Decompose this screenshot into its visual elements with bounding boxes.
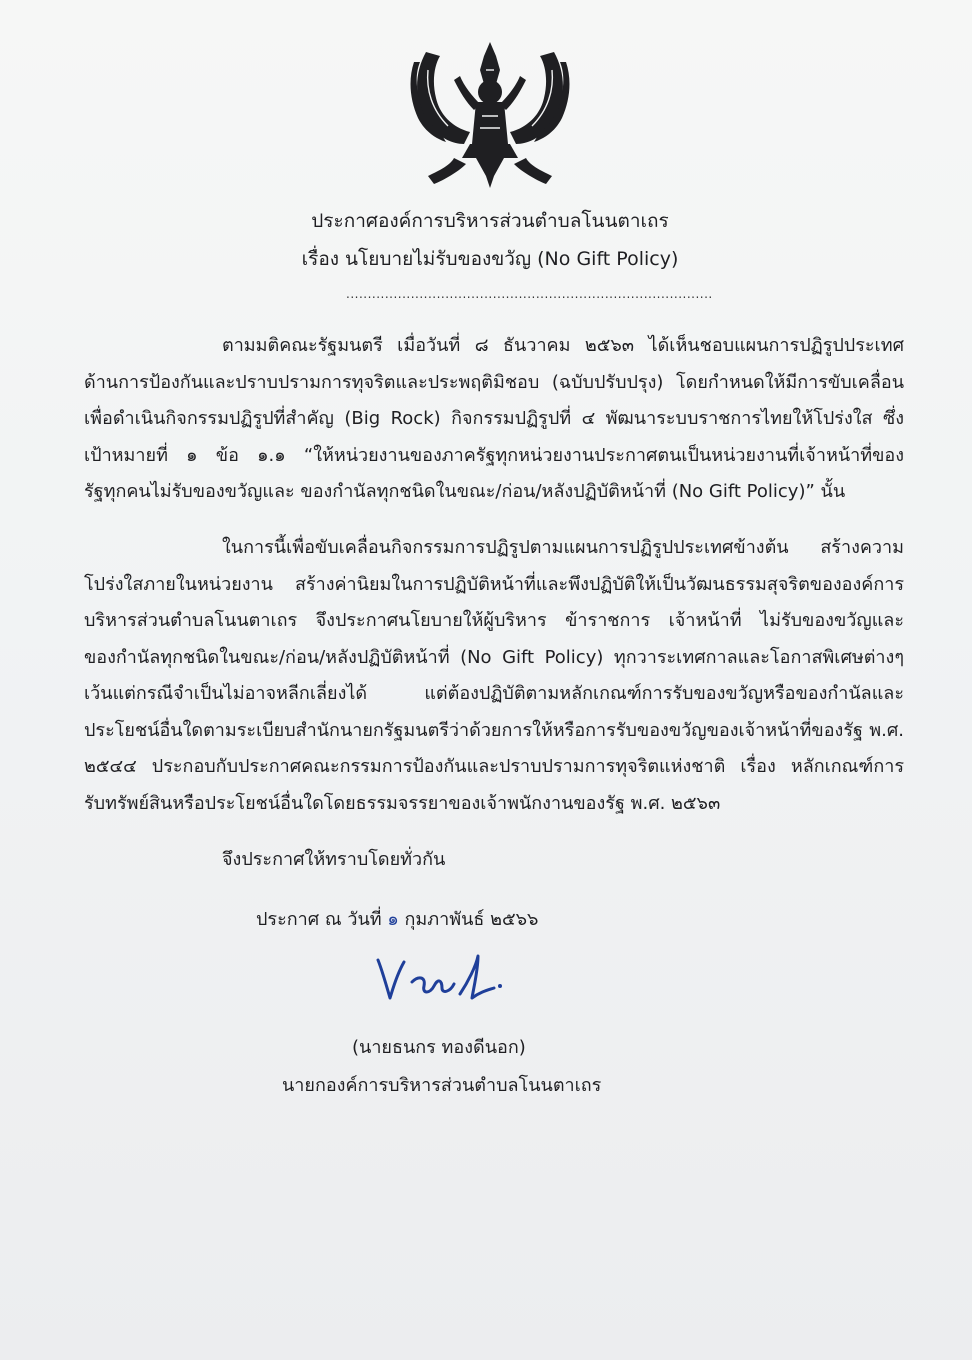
signer-name: (นายธนกร ทองดีนอก)	[352, 1037, 526, 1058]
paragraph-line: รับทรัพย์สินหรือประโยชน์อื่นใดโดยธรรมจรรยาของเจ้าพนักงานของรัฐ พ.ศ. ๒๕๖๓	[84, 792, 721, 814]
date-day-handwritten: ๑	[387, 909, 399, 930]
paragraph-line: ๒๕๔๔ ประกอบกับประกาศคณะกรรมการป้องกันและปราบปรามการทุจริตแห่งชาติ เรื่อง หลักเกณฑ์การ	[84, 756, 904, 777]
paragraph-line: ประโยชน์อื่นใดตามระเบียบสำนักนายกรัฐมนตรีว่าด้วยการให้หรือการรับของขวัญของเจ้าหน้าที่ของรัฐ พ.ศ.	[84, 719, 904, 741]
paragraph-line: ของกำนัลทุกชนิดในขณะ/ก่อน/หลังปฏิบัติหน้าที่ (No Gift Policy) ทุกวาระเทศกาลและโอกาสพิเศษต่างๆ	[84, 646, 904, 668]
paragraph-line: เว้นแต่กรณีจำเป็นไม่อาจหลีกเลี่ยงได้ แต่ต้องปฏิบัติตามหลักเกณฑ์การรับของขวัญหรือของกำนัลและ	[84, 683, 904, 704]
paragraph-line: เป้าหมายที่ ๑ ข้อ ๑.๑ “ให้หน่วยงานของภาครัฐทุกหน่วยงานประกาศตนเป็นหน่วยงานที่เจ้าหน้าที่ของ	[84, 444, 904, 466]
paragraph-line: โปร่งใสภายในหน่วยงาน สร้างค่านิยมในการปฏิบัติหน้าที่และพึงปฏิบัติให้เป็นวัฒนธรรมสุจริตขององค์การ	[84, 573, 904, 595]
garuda-emblem-icon	[396, 40, 584, 192]
paragraph-line: บริหารส่วนตำบลโนนตาเถร จึงประกาศนโยบายให้ผู้บริหาร ข้าราชการ เจ้าหน้าที่ ไม่รับของขวัญและ	[84, 610, 904, 631]
paragraph-line: รัฐทุกคนไม่รับของขวัญและ ของกำนัลทุกชนิดในขณะ/ก่อน/หลังปฏิบัติหน้าที่ (No Gift Policy)” นั้น	[84, 481, 846, 502]
paragraph-line: เพื่อดำเนินกิจกรรมปฏิรูปที่สำคัญ (Big Rock) กิจกรรมปฏิรูปที่ ๔ พัฒนาระบบราชการไทยให้โปร่งใส ซึ่ง	[84, 408, 904, 429]
announcement-title: ประกาศองค์การบริหารส่วนตำบลโนนตาเถร	[311, 210, 669, 232]
paragraph-policy	[84, 530, 904, 822]
paragraph-line: ด้านการป้องกันและปราบปรามการทุจริตและประพฤติมิชอบ (ฉบับปรับปรุง) โดยกำหนดให้มีการขับเคลื่อน	[84, 371, 904, 393]
announcement-date	[256, 906, 538, 934]
date-suffix: กุมภาพันธ์ ๒๕๖๖	[398, 909, 539, 930]
paragraph-line: ในการนี้เพื่อขับเคลื่อนกิจกรรมการปฏิรูปตามแผนการปฏิรูปประเทศข้างต้น สร้างความ	[222, 537, 904, 558]
closing-statement: จึงประกาศให้ทราบโดยทั่วกัน	[222, 849, 446, 870]
paragraph-line: ตามมติคณะรัฐมนตรี เมื่อวันที่ ๘ ธันวาคม ๒๕๖๓ ได้เห็นชอบแผนการปฏิรูปประเทศ	[222, 335, 904, 356]
handwritten-signature	[364, 948, 524, 1016]
date-prefix: ประกาศ ณ วันที่	[256, 909, 388, 930]
dotted-separator: .....................................................................................	[346, 287, 713, 301]
signer-title: นายกองค์การบริหารส่วนตำบลโนนตาเถร	[282, 1075, 602, 1096]
paragraph-background	[84, 328, 904, 511]
announcement-subject: เรื่อง นโยบายไม่รับของขวัญ (No Gift Policy)	[301, 248, 679, 270]
